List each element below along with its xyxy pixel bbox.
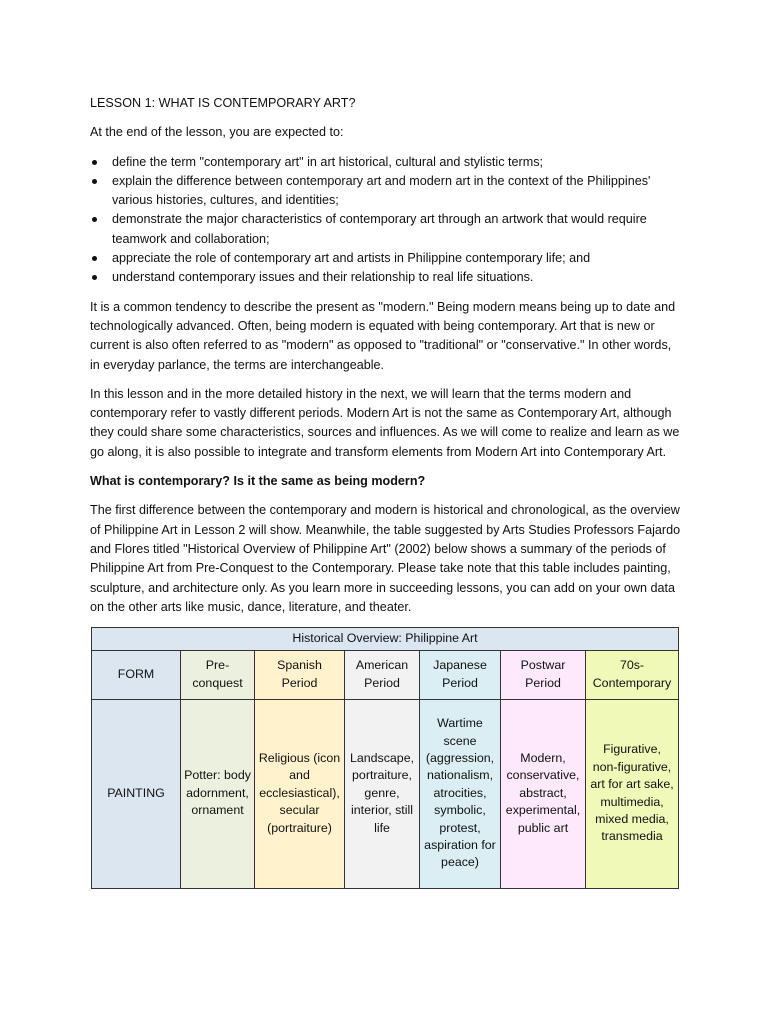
header-form: FORM bbox=[92, 650, 181, 699]
cell-postwar-period: Modern, conservative, abstract, experimental, public art bbox=[501, 699, 586, 888]
section-question: What is contemporary? Is it the same as being modern? bbox=[90, 474, 426, 489]
historical-overview-table bbox=[91, 627, 679, 888]
lesson-title: LESSON 1: WHAT IS CONTEMPORARY ART? bbox=[90, 96, 356, 110]
header-spanish-period: Spanish Period bbox=[255, 650, 345, 699]
cell-american-period: Landscape, portraiture, genre, interior, still life bbox=[345, 699, 420, 888]
cell-spanish-period: Religious (icon and ecclesiastical), secular (portraiture) bbox=[255, 699, 345, 888]
paragraph-historical-difference: The first difference between the contemporary and modern is historical and chronological, as the overview of Philippine Art in Lesson 2 will show. Meanwhile, the table suggested by Arts Studies Professors Fajardo and Flores titled "Historical Overview of Philippine Art" (2002) below shows a summary of the periods of Philippine Art from Pre-Conquest to the Contemporary. Please take note that this table includes painting, sculpture, and architecture only. As you learn more in succeeding lessons, you can add on your own data on the other arts like music, dance, literature, and theater. bbox=[90, 503, 681, 614]
table-header-row bbox=[92, 650, 679, 699]
paragraph-modern-vs-contemporary: In this lesson and in the more detailed history in the next, we will learn that the terms modern and contemporary refer to vastly different periods. Modern Art is not the same as Contemporary Art, although they could share some characteristics, sources and influences. As we will come to realize and learn as we go along, it is also possible to integrate and transform elements from Modern Art into Contemporary Art. bbox=[90, 386, 680, 459]
paragraph-modern-tendency: It is a common tendency to describe the present as "modern." Being modern means being up to date and technologically advanced. Often, being modern is equated with being contemporary. Art that is new or current is also often referred to as "modern" as opposed to "traditional" or "conservative." In other words, in everyday parlance, the terms are interchangeable. bbox=[90, 299, 676, 372]
header-pre-conquest: Pre-conquest bbox=[181, 650, 255, 699]
cell-contemporary: Figurative, non-figurative, art for art sake, multimedia, mixed media, transmedia bbox=[586, 699, 679, 888]
table-caption-row bbox=[92, 628, 679, 650]
cell-pre-conquest: Potter: body adornment, ornament bbox=[181, 699, 255, 888]
objective-item: appreciate the role of contemporary art and artists in Philippine contemporary life; and bbox=[90, 249, 682, 268]
cell-japanese-period: Wartime scene (aggression, nationalism, atrocities, symbolic, protest, aspiration for peace) bbox=[420, 699, 501, 888]
header-american-period: American Period bbox=[345, 650, 420, 699]
header-postwar-period: Postwar Period bbox=[501, 650, 586, 699]
objectives-list bbox=[90, 153, 682, 288]
table-caption: Historical Overview: Philippine Art bbox=[92, 628, 679, 650]
objective-item: demonstrate the major characteristics of contemporary art through an artwork that would require teamwork and collaboration; bbox=[90, 210, 682, 249]
lesson-intro: At the end of the lesson, you are expected to: bbox=[90, 125, 344, 140]
objective-item: explain the difference between contemporary art and modern art in the context of the Philippines' various histories, cultures, and identities; bbox=[90, 172, 682, 211]
table-row bbox=[92, 699, 679, 888]
objective-item: understand contemporary issues and their relationship to real life situations. bbox=[90, 268, 682, 287]
objective-item: define the term "contemporary art" in art historical, cultural and stylistic terms; bbox=[90, 153, 682, 172]
row-form-painting: PAINTING bbox=[92, 699, 181, 888]
header-japanese-period: Japanese Period bbox=[420, 650, 501, 699]
header-contemporary: 70s-Contemporary bbox=[586, 650, 679, 699]
